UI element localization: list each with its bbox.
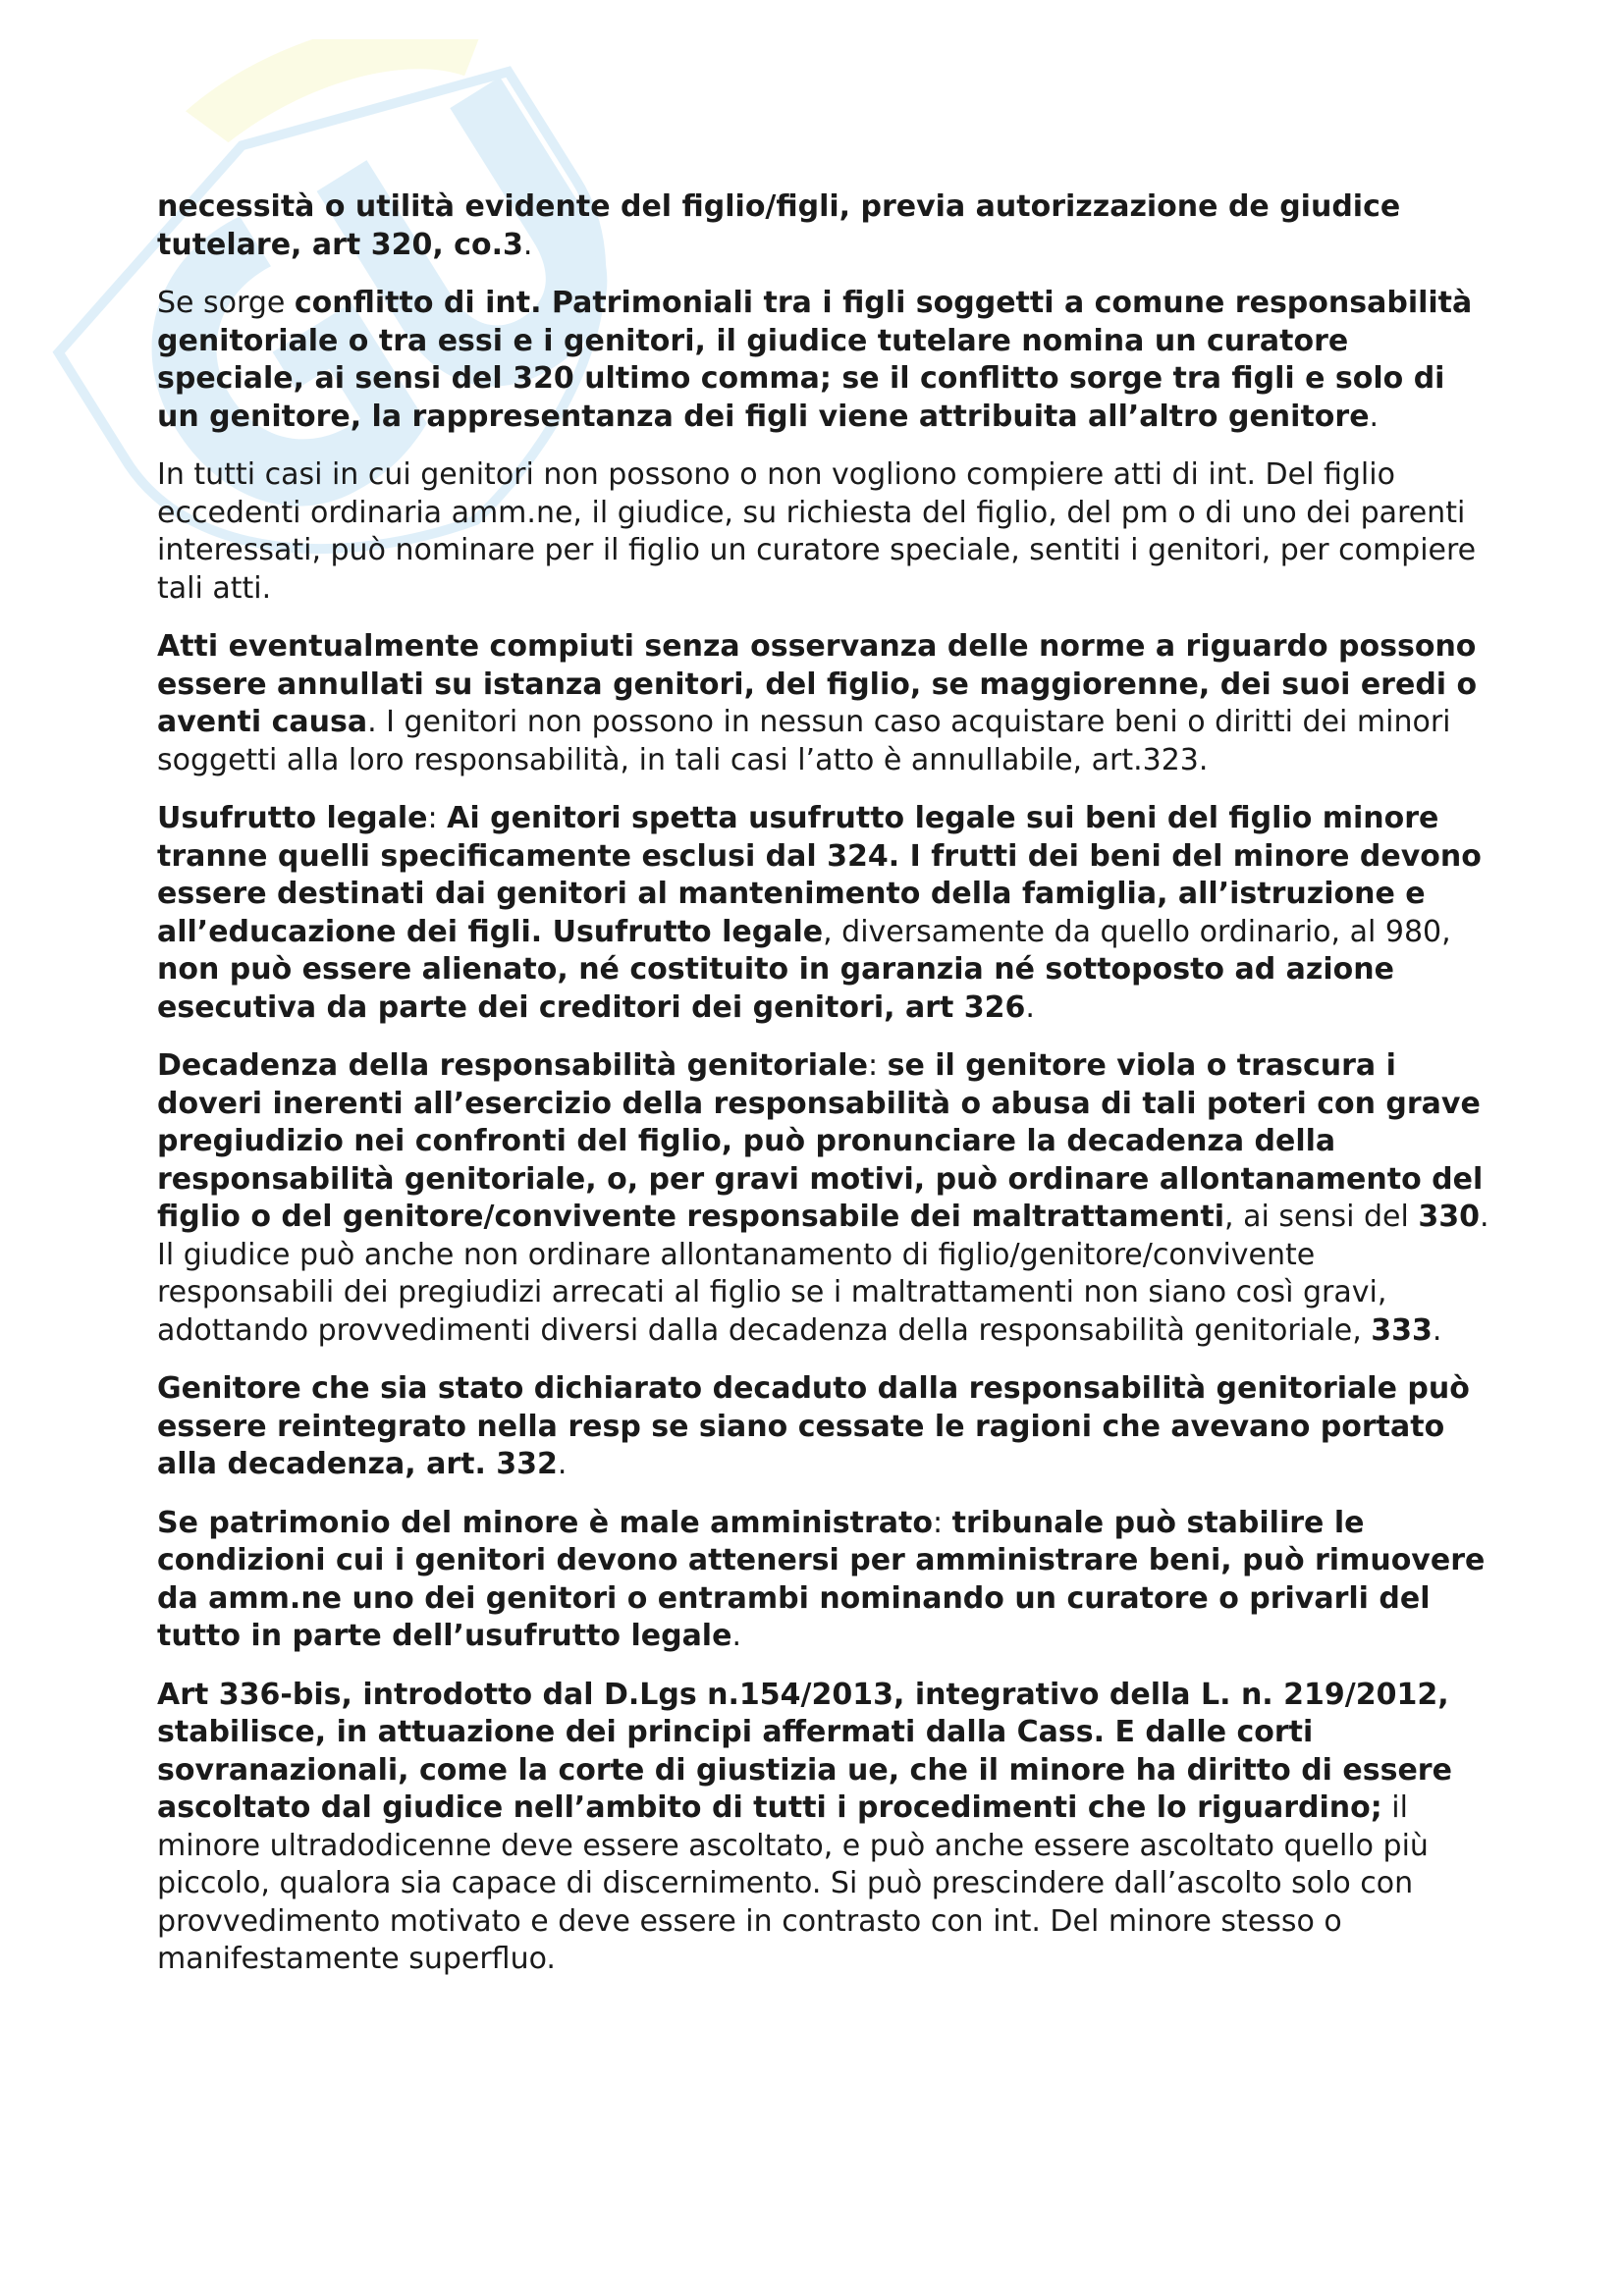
text: : [933, 1505, 952, 1540]
bold-text: Se patrimonio del minore è male amministrato [157, 1505, 933, 1540]
paragraph [157, 285, 1492, 436]
text: : [427, 801, 448, 835]
text: , diversamente da quello ordinario, al 980, [823, 914, 1451, 949]
text: . [731, 1619, 741, 1653]
paragraph [157, 1677, 1492, 1979]
text: . [1432, 1312, 1442, 1348]
bold-text: non può essere alienato, né costituito in garanzia né sottoposto ad azione esecutiva da parte dei creditori dei genitori, art 326 [157, 952, 1394, 1025]
bold-text: Art 336-bis, introdotto dal D.Lgs n.154/2013, integrativo della L. n. 219/2012, stabilisce, in attuazione dei principi affermati dalla Cass. E dalle corti sovranazionali, come la corte di giustizia ue, che il minore ha diritto di essere ascoltato dal giudice nell’ambito di tutti i procedimenti che lo riguardino; [157, 1677, 1452, 1825]
document-body [157, 188, 1492, 2000]
bold-text: Atti eventualmente compiuti senza osservanza delle norme a riguardo possono essere annullati su istanza genitori, del figlio, se maggiorenne, dei suoi eredi o aventi causa [157, 629, 1478, 739]
text: . Il giudice può anche non ordinare allontanamento di figlio/genitore/convivente responsabili dei pregiudizi arrecati al figlio se i maltrattamenti non siano così gravi, adottando provvedimenti diversi dalla decadenza della responsabilità genitoriale, [157, 1200, 1489, 1348]
bold-text: se il genitore viola o trascura i doveri inerenti all’esercizio della responsabilità o abusa di tali poteri con grave pregiudizio nei confronti del figlio, può pronunciare la decadenza della responsabilità genitoriale, o, per gravi motivi, può ordinare allontanamento del figlio o del genitore/convivente responsabile dei maltrattamenti [157, 1048, 1484, 1234]
paragraph [157, 188, 1492, 264]
paragraph [157, 456, 1492, 608]
text: . [1025, 989, 1035, 1025]
text: , ai sensi del [1224, 1200, 1419, 1234]
bold-text: 333 [1371, 1312, 1433, 1348]
text: il minore ultradodicenne deve essere ascoltato, e può anche essere ascoltato quello più piccolo, qualora sia capace di discernimento. Si può prescindere dall’ascolto solo con provvedimento motivato e deve essere in contrasto con int. Del minore stesso o manifestamente superfluo. [157, 1790, 1429, 1976]
text: : [867, 1048, 888, 1083]
paragraph [157, 1047, 1492, 1350]
bold-text: Usufrutto legale [157, 801, 428, 835]
bold-text: conflitto di int. Patrimoniali tra i figli soggetti a comune responsabilità genitoriale o tra essi e i genitori, il giudice tutelare nomina un curatore speciale, ai sensi del 320 ultimo comma; se il conflitto sorge tra figli e solo di un genitore, la rappresentanza dei figli viene attribuita all’altro genitore [157, 286, 1473, 434]
bold-text: 330 [1418, 1200, 1480, 1234]
bold-text: Decadenza della responsabilità genitoriale [157, 1048, 868, 1083]
paragraph [157, 1505, 1492, 1656]
text: . I genitori non possono in nessun caso acquistare beni o diritti dei minori soggetti alla loro responsabilità, in tali casi l’atto è annullabile, art.323. [157, 705, 1451, 777]
bold-text: tribunale può stabilire le condizioni cui i genitori devono attenersi per amministrare beni, può rimuovere da amm.ne uno dei genitori o entrambi nominando un curatore o privarli del tutto in parte dell’usufrutto legale [157, 1505, 1486, 1653]
text: Se sorge [157, 286, 295, 320]
paragraph [157, 628, 1492, 779]
watermark-swoosh [184, 39, 498, 211]
text: . [522, 227, 533, 262]
bold-text: Genitore che sia stato dichiarato decaduto dalla responsabilità genitoriale può essere reintegrato nella resp se siano cessate le ragioni che avevano portato alla decadenza, art. 332 [157, 1371, 1470, 1481]
text: . [557, 1447, 568, 1481]
paragraph [157, 1370, 1492, 1484]
bold-text: necessità o utilità evidente del figlio/figli, previa autorizzazione de giudice tutelare, art 320, co.3 [157, 189, 1401, 262]
paragraph [157, 800, 1492, 1027]
text: . [1369, 399, 1380, 434]
bold-text: Ai genitori spetta usufrutto legale sui beni del figlio minore tranne quelli specificamente esclusi dal 324. I frutti dei beni del minore devono essere destinati dai genitori al mantenimento della famiglia, all’istruzione e all’educazione dei figli. Usufrutto legale [157, 801, 1482, 949]
text: In tutti casi in cui genitori non possono o non vogliono compiere atti di int. Del figlio eccedenti ordinaria amm.ne, il giudice, su richiesta del figlio, del pm o di uno dei parenti interessati, può nominare per il figlio un curatore speciale, sentiti i genitori, per compiere tali atti. [157, 457, 1477, 606]
